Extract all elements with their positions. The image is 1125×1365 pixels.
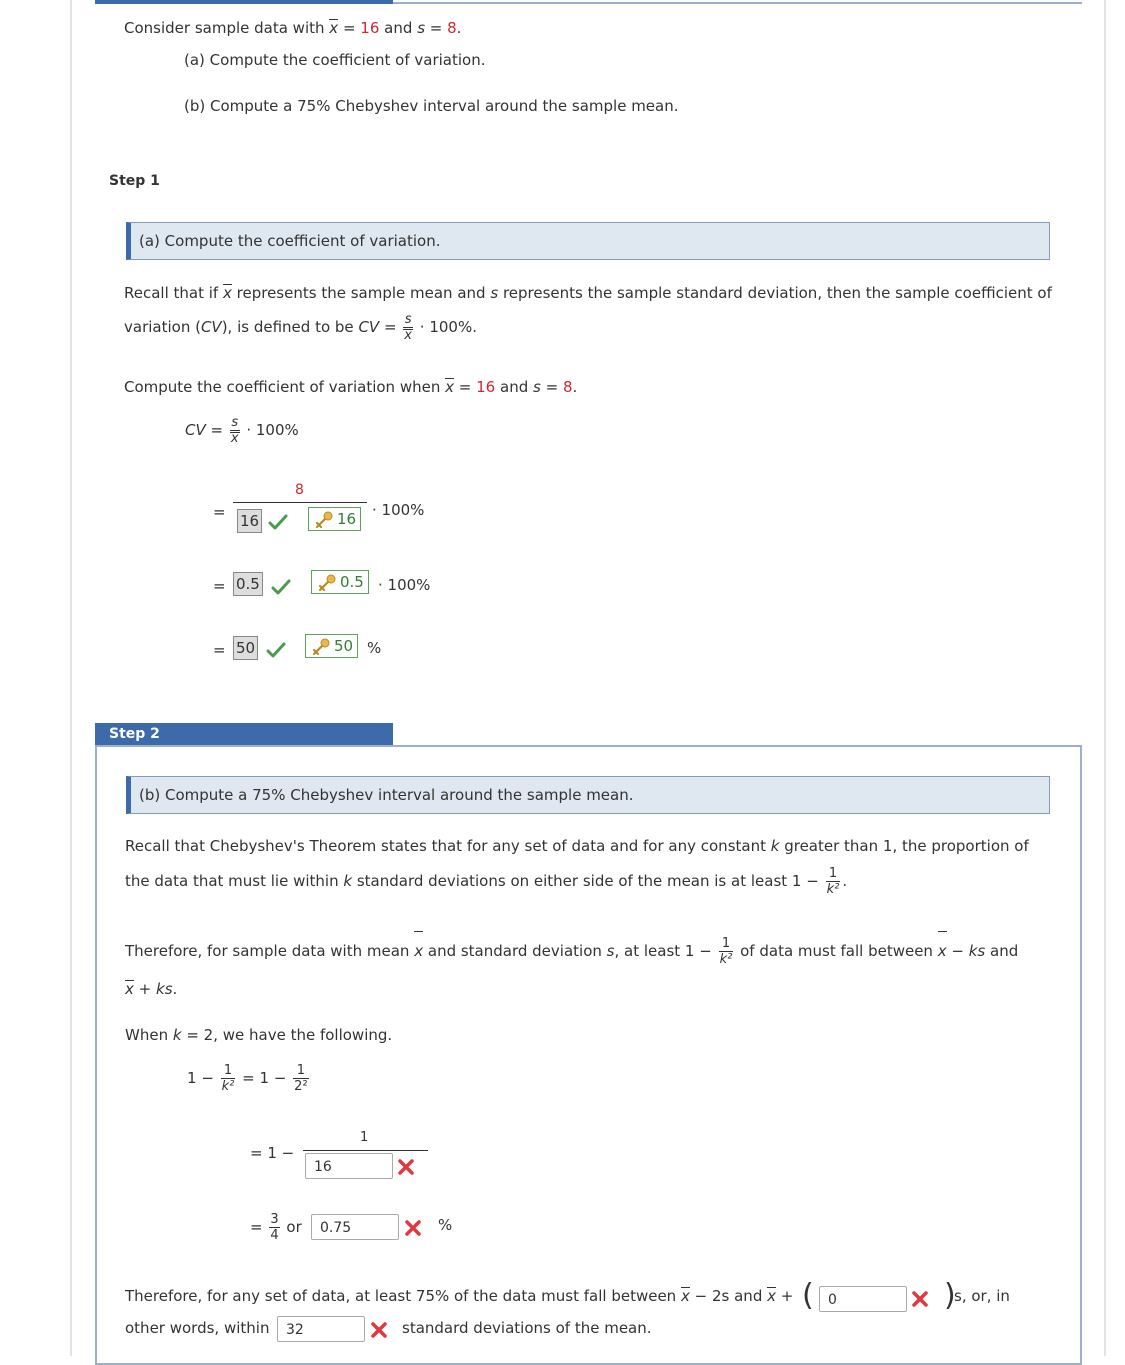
problem-statement: Consider sample data with x = 16 and s = 8. xyxy=(124,19,462,37)
wrong-x-icon xyxy=(370,1321,388,1339)
step1-recall-line2: variation (CV), is defined to be CV = $\frac{s}{x}$ · 100%. xyxy=(124,312,477,343)
chebyshev-equation: 1 − $\frac{1}{\text{k²}}$ = 1 − $\frac{1}{\text{2²}}$ xyxy=(187,1063,308,1094)
final-text-line1: Therefore, for any set of data, at least 75% of the data must fall between x − 2s and x + xyxy=(125,1287,794,1305)
equals-row3: = $\frac{3}{4}$ or xyxy=(250,1212,302,1243)
given-answer-cv: 50 xyxy=(233,636,258,660)
cv-row3-unit: % xyxy=(367,639,382,657)
step1-compute-text: Compute the coefficient of variation when x = 16 and s = 8. xyxy=(124,378,578,396)
top-bar-accent xyxy=(95,0,393,4)
wrong-x-icon xyxy=(404,1219,422,1237)
step2-tab[interactable]: Step 2 xyxy=(95,723,393,746)
step1-heading: (a) Compute the coefficient of variation. xyxy=(126,222,1050,260)
left-border xyxy=(70,0,72,1356)
multiplier-input[interactable]: 0 xyxy=(819,1286,907,1312)
final-text-line2-end: standard deviations of the mean. xyxy=(402,1319,652,1337)
proportion-percent-sign: % xyxy=(438,1216,453,1234)
wrong-x-icon xyxy=(911,1290,929,1308)
check-icon xyxy=(268,514,288,530)
step1-recall-line1: Recall that if x represents the sample mean and s represents the sample standard deviation, then the sample coefficient of xyxy=(124,284,1052,302)
left-paren: ( xyxy=(802,1278,814,1313)
step1-label[interactable]: Step 1 xyxy=(109,173,160,189)
equals-sign-2: = xyxy=(213,577,226,595)
given-answer-denominator: 16 xyxy=(237,509,262,533)
key-icon xyxy=(314,511,334,529)
problem-part-a: (a) Compute the coefficient of variation. xyxy=(184,51,486,69)
step2-therefore-line1: Therefore, for sample data with mean x and standard deviation s, at least 1 − $\frac{1}{\text{k²}}$ of data must fall between x − ks and xyxy=(125,930,1018,972)
step2-recall-line2: the data that must lie within k standard deviations on either side of the mean is at least 1 − $\frac{1}{\text{k²}}$ . xyxy=(125,866,848,897)
fraction-numerator: 1 xyxy=(360,1130,369,1145)
check-icon xyxy=(271,579,291,595)
step2-therefore-line2: x + ks. xyxy=(125,980,178,998)
final-text-line2: other words, within xyxy=(125,1319,270,1337)
step2-heading: (b) Compute a 75% Chebyshev interval around the sample mean. xyxy=(126,776,1050,814)
proportion-input[interactable]: 0.75 xyxy=(311,1214,399,1240)
cv-fraction-bar xyxy=(233,502,367,503)
answer-key-denominator: 16 xyxy=(308,507,361,531)
step2-when-text: When k = 2, we have the following. xyxy=(125,1026,393,1044)
cv-numerator: 8 xyxy=(295,482,304,498)
right-paren: ) xyxy=(944,1278,956,1313)
equals-sign-3: = xyxy=(213,641,226,659)
check-icon xyxy=(266,642,286,658)
equals-row2: = 1 − xyxy=(250,1144,295,1162)
right-border xyxy=(1104,0,1106,1356)
wrong-x-icon xyxy=(397,1158,415,1176)
problem-part-b: (b) Compute a 75% Chebyshev interval around the sample mean. xyxy=(184,97,679,115)
final-text-end: s, or, in xyxy=(954,1287,1010,1305)
top-bar-line xyxy=(393,2,1082,4)
answer-key-cv: 50 xyxy=(305,634,358,658)
cv-definition-fraction: $\frac{s}{x}$ xyxy=(404,312,412,343)
key-icon xyxy=(311,638,331,656)
answer-key-ratio: 0.5 xyxy=(311,570,369,594)
cv-formula: CV = $\frac{s}{x}$ · 100% xyxy=(185,415,299,446)
given-answer-ratio: 0.5 xyxy=(233,572,263,596)
step2-recall-line1: Recall that Chebyshev's Theorem states that for any set of data and for any constant k greater than 1, the proportion of xyxy=(125,837,1029,855)
cv-row1-percent: · 100% xyxy=(372,501,425,519)
equals-sign-1: = xyxy=(213,503,226,521)
cv-row2-percent: · 100% xyxy=(378,576,431,594)
key-icon xyxy=(317,574,337,592)
fraction-bar xyxy=(303,1150,428,1151)
within-input[interactable]: 32 xyxy=(277,1316,365,1342)
denominator-input[interactable]: 16 xyxy=(305,1153,393,1179)
